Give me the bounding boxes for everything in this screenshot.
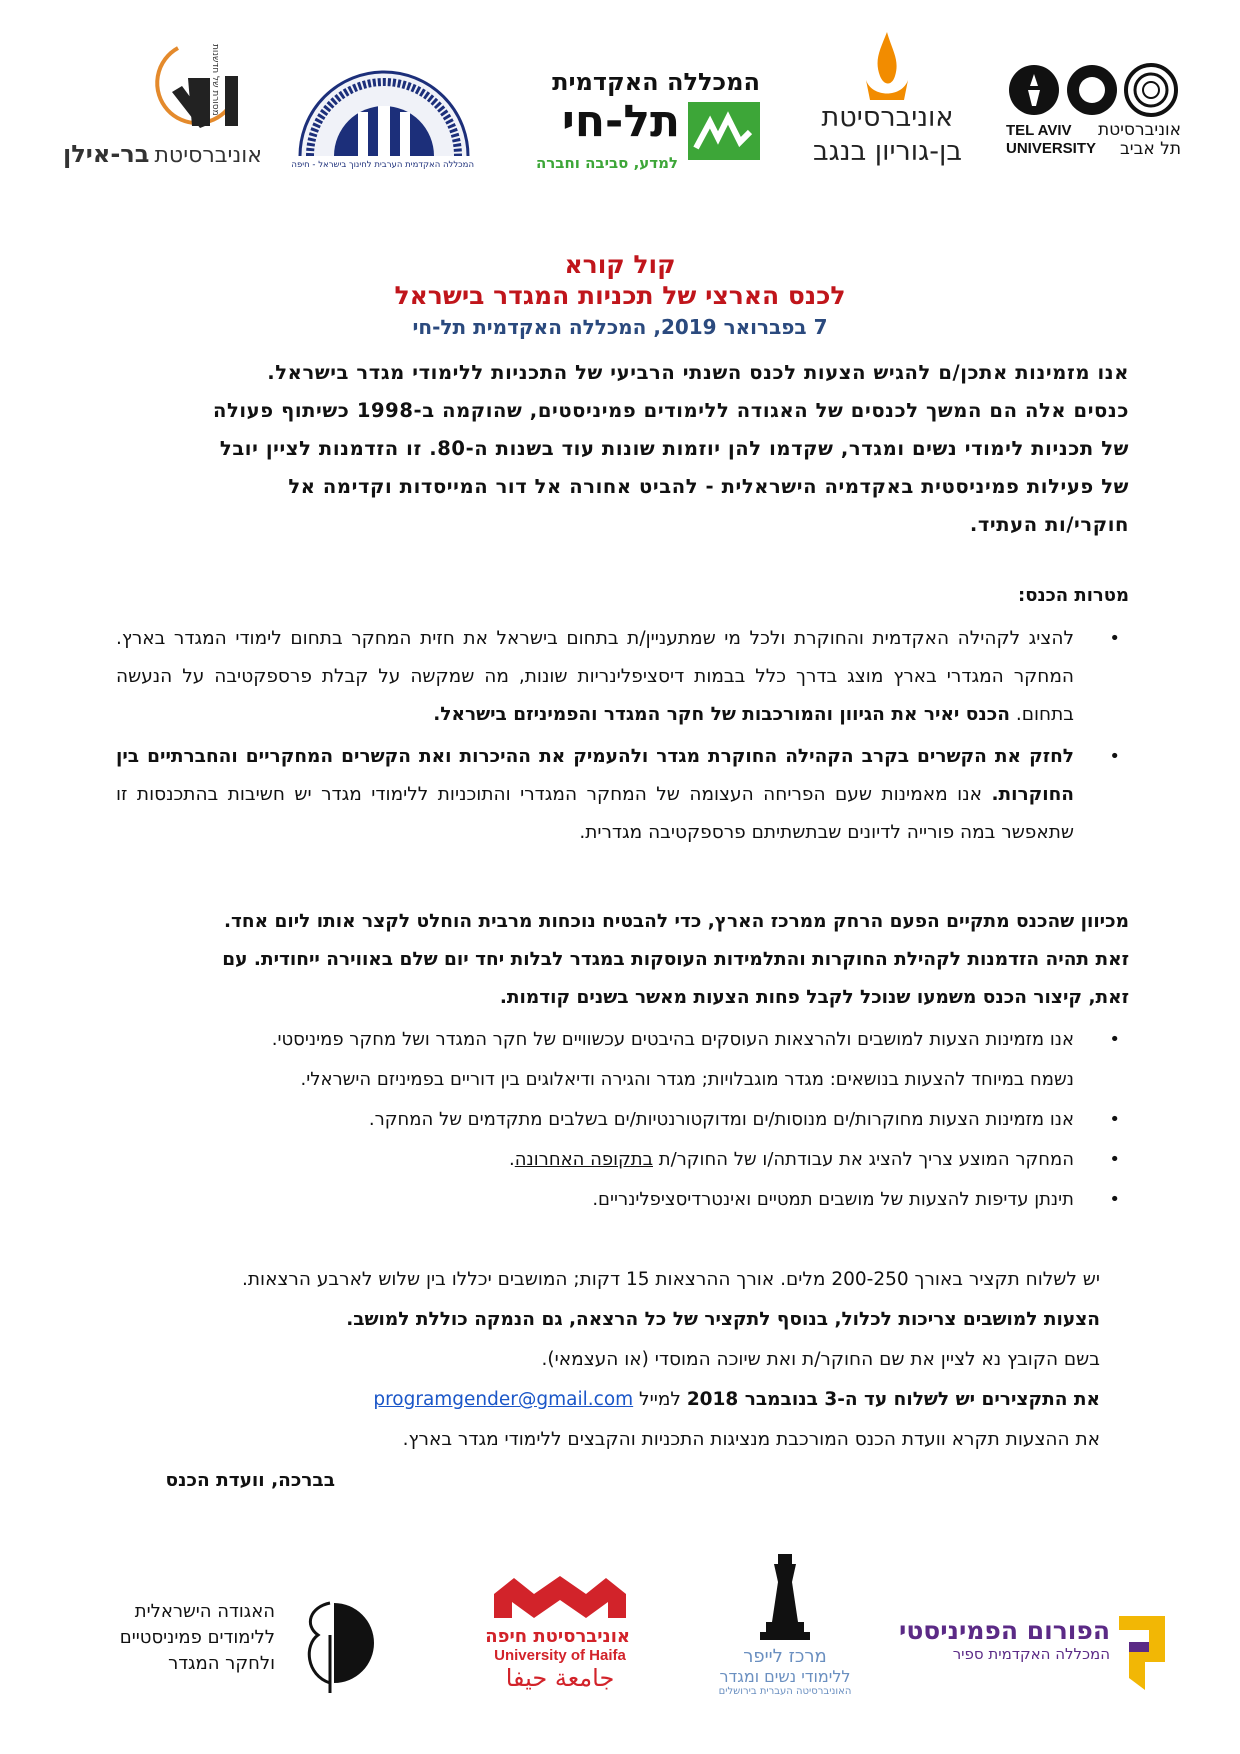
bar-ilan-name-prefix: אוניברסיטת (154, 143, 262, 168)
session-proposal-line: הצעות למושבים צריכות לכלול, בנוסף לתקציר של כל הרצאה, גם הנמקה כוללת למושב. (346, 1309, 1100, 1330)
tel-hai-mark-icon (688, 102, 760, 160)
event-date-location: 7 בפברואר 2019, המכללה האקדמית תל-חי (412, 315, 828, 339)
association-emblem-icon (290, 1595, 380, 1695)
deadline-line (116, 1380, 1100, 1420)
intro-line: של תכניות לימודי נשים ומגדר, שקדמו להן יוזמות שונות עוד בשנות ה-80. זו הזדמנות לציין יובל (219, 437, 1129, 460)
mid-line: זאת, קיצור הכנס משמעו שנוכל לקבל פחות הצעות מאשר בשנים קודמות. (499, 987, 1129, 1008)
mid-line: זאת תהיה הזדמנות לקהילת החוקרות והתלמידות העוסקות במגדר לבלות יחד יום שלם באווירה ייחודית. עם (222, 949, 1129, 970)
call-item (116, 1140, 1120, 1180)
haifa-name-he: אוניברסיטת חיפה (485, 1626, 630, 1647)
goal-text-bold: לחזק את הקשרים בקרב הקהילה החוקרת מגדר ולהעמיק את ההיכרות ואת הקשרים המחקריים והחברתיים בין החוקרות. (116, 746, 1074, 805)
lafer-center-logo (700, 1552, 870, 1722)
call-text-end: . (509, 1149, 515, 1170)
mid-paragraph (116, 903, 1129, 1017)
bgu-name-line1: אוניברסיטת (821, 102, 954, 133)
committee-line: את ההצעות תקרא וועדת הכנס המורכבת מנציגות התכניות והקבצים ללימודי מגדר בארץ. (402, 1429, 1100, 1450)
goal-item (116, 738, 1120, 852)
call-text: נשמח במיוחד להצעות בנושאים: מגדר מוגבלויות; מגדר והגירה ודיאלוגים בין דוריים בפמיניזם הישראלי. (300, 1069, 1074, 1090)
intro-line: של פעילות פמיניסטית באקדמיה הישראלית - להביט אחורה אל דור המייסדות וקדימה אל (288, 475, 1129, 498)
haifa-roof-icon (490, 1572, 630, 1620)
tel-hai-logo (530, 68, 760, 178)
association-line1: האגודה הישראלית (134, 1601, 275, 1622)
arab-college-logo (291, 60, 474, 172)
bullet-icon: • (1109, 628, 1120, 649)
bar-ilan-emblem-icon (60, 36, 265, 136)
bullet-icon: • (1109, 1029, 1120, 1050)
tau-en-line2: UNIVERSITY (1006, 140, 1097, 157)
call-text: אנו מזמינות הצעות מחוקרות/ים מנוסות/ים ומדוקטורנטיות/ים בשלבים מתקדמים של המחקר. (368, 1109, 1074, 1130)
lafer-chess-icon (700, 1552, 870, 1642)
sapir-line2: המכללה האקדמית ספיר (952, 1645, 1110, 1663)
tel-hai-name: תל-חי (561, 96, 680, 147)
bgu-flame-icon (800, 30, 975, 102)
call-text-underlined: בתקופה האחרונה (514, 1149, 653, 1170)
goal-text-bold: הכנס יאיר את הגיוון והמורכבות של חקר המגדר והפמיניזם בישראל. (433, 704, 1010, 725)
intro-line: כנסים אלה הם המשך לכנסים של האגודה ללימודים פמיניסטים, שהוקמה ב-1998 כשיתוף פעולה (212, 399, 1129, 422)
goals-list (116, 620, 1120, 852)
bullet-icon: • (1109, 1149, 1120, 1170)
tau-he-line2: תל אביב (1119, 139, 1181, 159)
goals-heading: מטרות הכנס: (1018, 585, 1129, 606)
haifa-name-en: University of Haifa (494, 1647, 626, 1664)
call-text: אנו מזמינות הצעות למושבים ולהרצאות העוסקים בהיבטים עכשוויים של חקר המגדר ושל מחקר פמיניסטי. (271, 1029, 1074, 1050)
association-line2: ללימודים פמיניסטיים (119, 1627, 275, 1648)
signature: בברכה, וועדת הכנס (165, 1470, 335, 1491)
bullet-icon: • (1109, 746, 1120, 767)
call-item (116, 1100, 1120, 1140)
tel-hai-college-label: המכללה האקדמית (552, 68, 760, 96)
deadline-mid-text: למייל (633, 1389, 687, 1410)
submission-instructions (116, 1260, 1100, 1460)
call-text: תינתן עדיפות להצעות של מושבים תמטיים ואינטרדיסציפלינריים. (592, 1189, 1074, 1210)
tau-circles-icon (1006, 62, 1181, 122)
email-link[interactable]: programgender@gmail.com (373, 1389, 634, 1410)
page-subtitle: לכנס הארצי של תכניות המגדר בישראל (394, 281, 846, 310)
bar-ilan-logo (60, 36, 265, 176)
association-line3: ולחקר המגדר (168, 1653, 275, 1674)
call-text: המחקר המוצע צריך להציג את עבודתה/ו של החוקר/ת (658, 1149, 1074, 1170)
association-logo (119, 1595, 385, 1705)
lafer-line3: האוניברסיטה העברית בירושלים (718, 1686, 852, 1697)
call-item (116, 1180, 1120, 1220)
call-list (116, 1020, 1120, 1220)
lafer-line1: מרכז לייפר (743, 1646, 827, 1667)
goal-text: להציג לקהילה האקדמית והחוקרת ולכל מי שמתעניין/ת בתחום בישראל את חזית המחקר בתחום לימודי המגדר בארץ. המחקר המגדרי בארץ מוצג בדרך כלל בבמות דיסציפלינריות שונות, מה שמקשה על קבלת פרספקטיבה על הנעשה בתחום. (116, 628, 1074, 725)
sapir-line1: הפורום הפמיניסטי (898, 1616, 1110, 1645)
bullet-icon: • (1109, 1109, 1120, 1130)
tel-hai-tagline: למדע, סביבה וחברה (535, 154, 678, 172)
tau-he-line1: אוניברסיטת (1097, 120, 1181, 140)
bgu-name-line2: בן-גוריון בנגב (813, 136, 962, 167)
sapir-letter-icon (1115, 1612, 1169, 1692)
sapir-forum-logo (898, 1612, 1170, 1712)
file-name-line: בשם הקובץ נא לציין את שם החוקר/ת ואת שיוכה המוסדי (או העצמאי). (541, 1349, 1100, 1370)
arab-college-caption: המכללה האקדמית הערבית לחינוך בישראל - חיפה (291, 160, 474, 170)
arab-college-emblem-icon (294, 60, 474, 158)
intro-line: אנו מזמינות אתכן/ם להגיש הצעות לכנס השנתי הרביעי של התכניות ללימודי מגדר בישראל. (267, 361, 1129, 384)
tau-en-line1: TEL AVIV (1006, 122, 1072, 139)
bgu-logo (800, 30, 975, 180)
haifa-logo (485, 1572, 630, 1712)
page-title: קול קורא (564, 250, 676, 279)
bullet-icon: • (1109, 1189, 1120, 1210)
lafer-line2: ללימודי נשים ומגדר (719, 1667, 851, 1686)
bar-ilan-name: בר-אילן (63, 140, 150, 168)
bar-ilan-tagline: מסורת של חדשנות (210, 44, 220, 116)
intro-paragraph (116, 354, 1129, 544)
haifa-name-ar: جامعة حيفا (505, 1664, 615, 1692)
call-item (116, 1020, 1120, 1100)
intro-line: חוקרי/ות העתיד. (969, 513, 1129, 536)
goal-item (116, 620, 1120, 734)
tau-logo (1006, 62, 1181, 162)
abstract-length-line: יש לשלוח תקציר באורך 200-250 מלים. אורך ההרצאות 15 דקות; המושבים יכללו בין שלוש לארבע הרצאות. (242, 1269, 1100, 1290)
deadline-text: את התקצירים יש לשלוח עד ה-3 בנובמבר 2018 (686, 1389, 1100, 1410)
mid-line: מכיוון שהכנס מתקיים הפעם הרחק ממרכז הארץ, כדי להבטיח נוכחות מרבית הוחלט לקצר אותו ליום אחד. (223, 911, 1129, 932)
goal-text: אנו מאמינות שעם הפריחה העצומה של המחקר המגדרי והתוכניות ללימודי מגדר יש חשיבות בהתכנסות זו שתאפשר במה פורייה לדיונים שבתשתיתם פרספקטיבה מגדרית. (116, 784, 1074, 843)
